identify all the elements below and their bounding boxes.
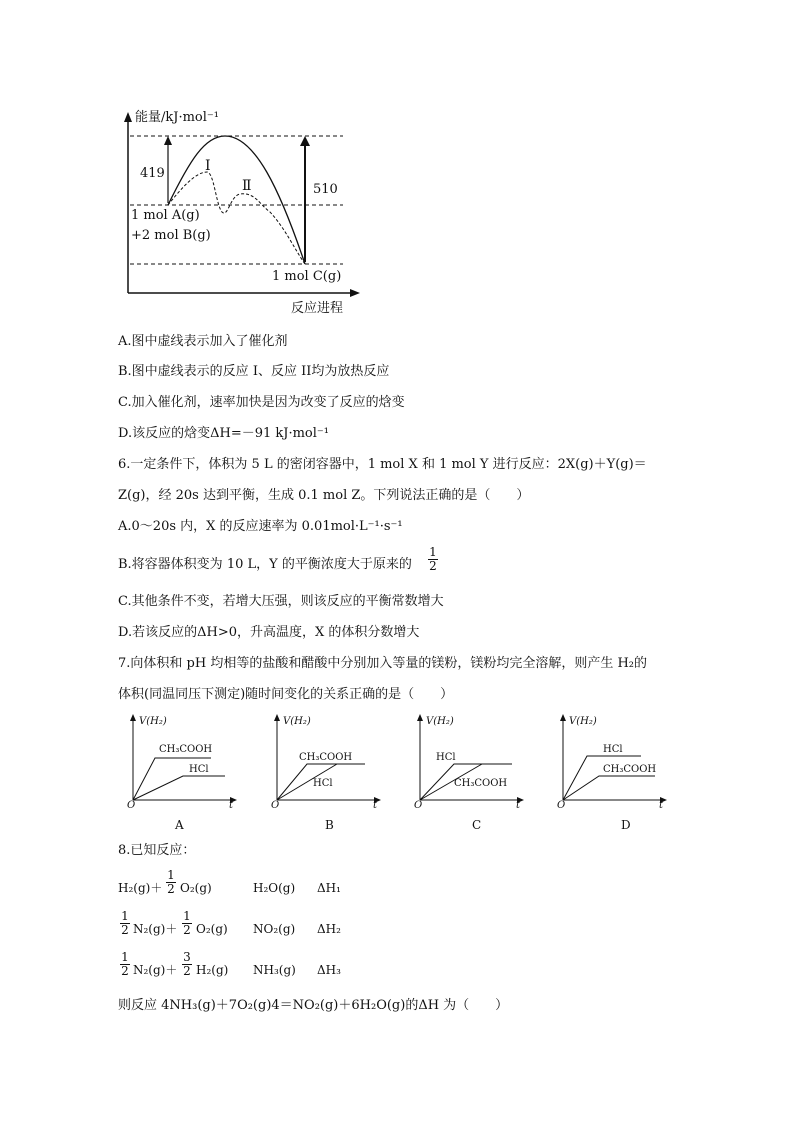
fraction-denominator: 2 [429, 559, 437, 573]
q6-option-d: D.若该反应的ΔH>0，升高温度，X 的体积分数增大 [118, 625, 420, 640]
graph-a [127, 714, 237, 832]
graph-d-letter: D [621, 818, 631, 832]
fraction-denominator: 2 [121, 964, 129, 978]
q7-stem-line1: 7.向体积和 pH 均相等的盐酸和醋酸中分别加入等量的镁粉，镁粉均完全溶解，则产生 H₂的 [118, 656, 648, 671]
fraction-denominator: 2 [121, 923, 129, 937]
fraction-numerator: 3 [183, 950, 191, 964]
value-419: 419 [140, 166, 165, 181]
q6-option-c: C.其他条件不变，若增大压强，则该反应的平衡常数增大 [118, 594, 444, 609]
fraction-denominator: 2 [167, 882, 175, 896]
curve-label-i: I [205, 158, 211, 174]
graph-d-upper-label: HCl [603, 744, 623, 755]
r2-fraction-2 [182, 910, 192, 937]
graph-b-lower-label: HCl [313, 778, 333, 789]
q5-option-a: A.图中虚线表示加入了催化剂 [118, 334, 288, 349]
q6-stem-line2: Z(g)，经 20s 达到平衡，生成 0.1 mol Z。下列说法正确的是（ ） [118, 488, 530, 503]
fraction-numerator: 1 [429, 545, 437, 559]
graph-c-letter: C [472, 818, 482, 832]
r3-product: NH₃(g) [253, 963, 296, 977]
graph-b-xlabel: t [373, 800, 378, 811]
curve-label-ii: Ⅱ [242, 178, 252, 194]
fraction-numerator: 1 [167, 868, 175, 882]
fraction-numerator: 1 [121, 909, 129, 923]
y-axis-label: 能量/kJ·mol⁻¹ [135, 110, 219, 125]
r2-left-a: N₂(g)＋ [133, 922, 178, 936]
reactant-label-2: +2 mol B(g) [131, 228, 211, 243]
graph-b-origin: O [271, 800, 280, 811]
energy-diagram [0, 0, 794, 330]
r1-fraction [166, 869, 176, 896]
graph-a-origin: O [127, 800, 136, 811]
q5-option-d: D.该反应的焓变ΔH=－91 kJ·mol⁻¹ [118, 426, 329, 441]
r2-product: NO₂(g) [253, 922, 296, 936]
graph-a-upper-label: CH₃COOH [159, 744, 213, 755]
graph-c [414, 714, 524, 832]
q7-graphs [0, 710, 794, 840]
fraction-numerator: 1 [183, 909, 191, 923]
graph-b-ylabel: V(H₂) [283, 716, 311, 727]
graph-c-xlabel: t [516, 800, 521, 811]
r3-fraction-2 [182, 951, 192, 978]
graph-b-upper-label: CH₃COOH [299, 752, 353, 763]
r3-fraction-1 [120, 951, 130, 978]
graph-d-ylabel: V(H₂) [569, 716, 597, 727]
graph-a-lower-label: HCl [189, 764, 209, 775]
graph-a-letter: A [175, 818, 184, 832]
q8-stem: 8.已知反应： [118, 843, 196, 858]
graph-d-xlabel: t [659, 800, 664, 811]
q6-option-b-fraction [428, 546, 438, 573]
r1-delta-h: ΔH₁ [317, 881, 341, 895]
q6-option-b: B.将容器体积变为 10 L，Y 的平衡浓度大于原来的 [118, 557, 412, 572]
q5-option-c: C.加入催化剂，速率加快是因为改变了反应的焓变 [118, 395, 405, 410]
r3-left-a: N₂(g)＋ [133, 963, 178, 977]
r2-delta-h: ΔH₂ [317, 922, 341, 936]
product-label: 1 mol C(g) [272, 269, 342, 284]
value-510: 510 [313, 182, 338, 197]
graph-b-letter: B [325, 818, 334, 832]
graph-a-ylabel: V(H₂) [139, 716, 167, 727]
q6-stem-line1: 6.一定条件下，体积为 5 L 的密闭容器中，1 mol X 和 1 mol Y 进行反应：2X(g)＋Y(g)＝ [118, 457, 647, 472]
graph-b [271, 714, 381, 832]
graph-d-origin: O [557, 800, 566, 811]
graph-c-origin: O [414, 800, 423, 811]
graph-c-lower-label: CH₃COOH [454, 778, 508, 789]
r2-fraction-1 [120, 910, 130, 937]
graph-c-upper-label: HCl [436, 752, 456, 763]
r3-delta-h: ΔH₃ [317, 963, 341, 977]
r1-left-a: H₂(g)＋ [118, 881, 163, 895]
r1-product: H₂O(g) [253, 881, 296, 895]
fraction-denominator: 2 [183, 923, 191, 937]
graph-d [557, 714, 667, 832]
reactant-label-1: 1 mol A(g) [131, 208, 200, 223]
graph-a-xlabel: t [229, 800, 234, 811]
q7-stem-line2: 体积(同温同压下测定)随时间变化的关系正确的是（ ） [118, 687, 454, 702]
graph-d-lower-label: CH₃COOH [603, 764, 657, 775]
fraction-denominator: 2 [183, 964, 191, 978]
graph-c-ylabel: V(H₂) [426, 716, 454, 727]
q8-final-question: 则反应 4NH₃(g)＋7O₂(g)4＝NO₂(g)＋6H₂O(g)的ΔH 为（ ） [118, 998, 509, 1013]
x-axis-label: 反应进程 [291, 301, 344, 316]
fraction-numerator: 1 [121, 950, 129, 964]
q6-option-a: A.0～20s 内，X 的反应速率为 0.01mol·L⁻¹·s⁻¹ [118, 519, 403, 534]
r3-left-b: H₂(g) [196, 963, 229, 977]
r1-left-b: O₂(g) [180, 881, 212, 895]
r2-left-b: O₂(g) [196, 922, 228, 936]
q5-option-b: B.图中虚线表示的反应 I、反应 II均为放热反应 [118, 364, 390, 379]
